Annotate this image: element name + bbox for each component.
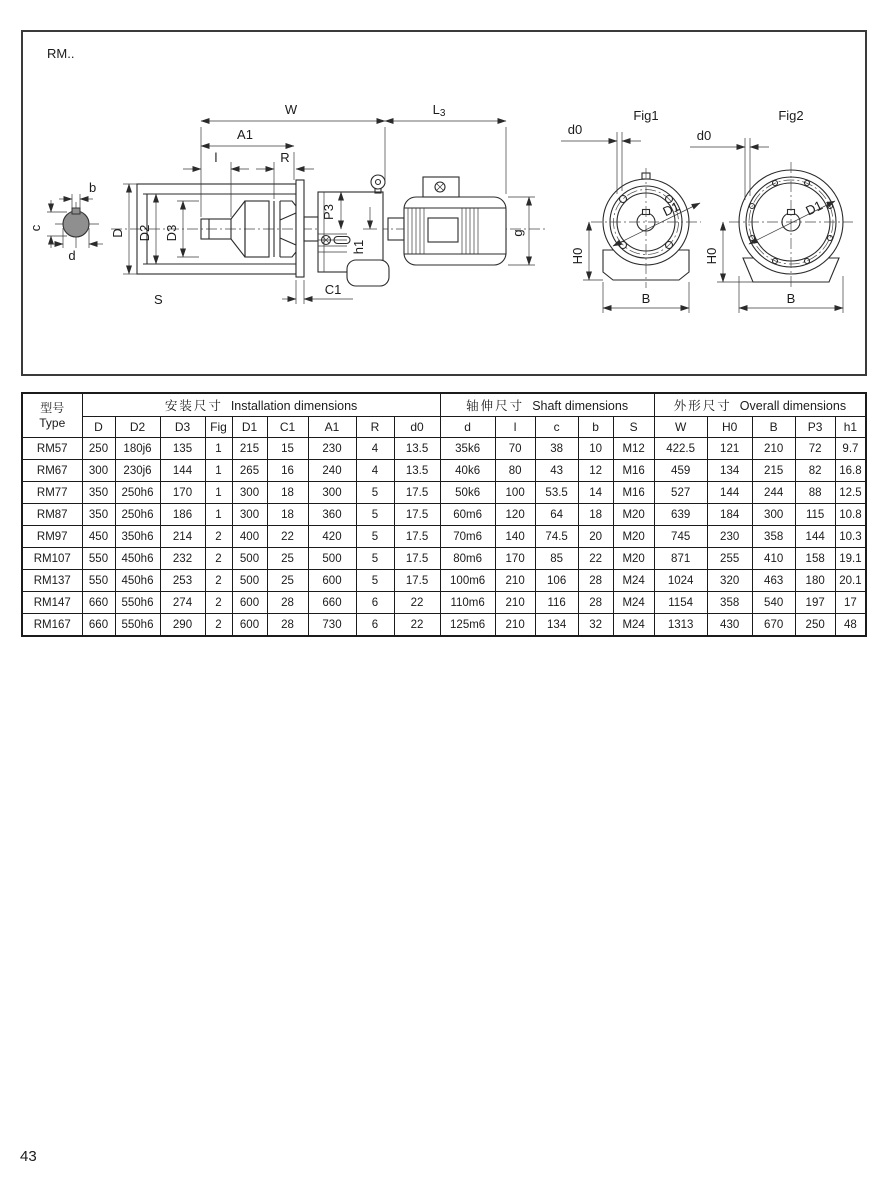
table-cell: 450h6 (115, 548, 160, 570)
table-cell: 210 (495, 592, 535, 614)
row-type: RM77 (22, 482, 82, 504)
table-cell: 250 (795, 614, 835, 637)
dimensions-table (21, 392, 867, 637)
table-cell: 17 (835, 592, 866, 614)
table-cell: 43 (535, 460, 578, 482)
table-cell: 350h6 (115, 526, 160, 548)
table-cell: 240 (308, 460, 356, 482)
table-cell: 450 (82, 526, 115, 548)
dim-label-c: c (28, 224, 43, 232)
dim-label-d3: D3 (164, 224, 179, 242)
table-head (22, 393, 866, 438)
table-cell: 300 (232, 482, 267, 504)
table-cell: 10.3 (835, 526, 866, 548)
table-cell: 110m6 (440, 592, 495, 614)
column-header-b: b (578, 417, 613, 438)
table-cell: M20 (613, 504, 654, 526)
dim-label-g: g (510, 229, 525, 237)
table-cell: 25 (267, 570, 308, 592)
table-cell: 18 (267, 482, 308, 504)
table-cell: 70m6 (440, 526, 495, 548)
table-cell: 17.5 (394, 548, 440, 570)
table-cell: 500 (232, 570, 267, 592)
table-cell: 550 (82, 570, 115, 592)
row-type: RM87 (22, 504, 82, 526)
table-cell: M24 (613, 592, 654, 614)
table-cell: 5 (356, 570, 394, 592)
table-cell: 527 (654, 482, 707, 504)
table-cell: 290 (160, 614, 205, 637)
column-header-h1: h1 (835, 417, 866, 438)
table-cell: 550 (82, 548, 115, 570)
column-header-d0: d0 (394, 417, 440, 438)
table-cell: 5 (356, 526, 394, 548)
table-cell: 500 (232, 548, 267, 570)
table-cell: 64 (535, 504, 578, 526)
table-row (22, 570, 866, 592)
table-cell: 300 (232, 504, 267, 526)
table-cell: 250h6 (115, 504, 160, 526)
column-header-d3: D3 (160, 417, 205, 438)
table-cell: 358 (707, 592, 752, 614)
table-cell: 72 (795, 438, 835, 460)
table-cell: 80 (495, 460, 535, 482)
table-cell: 244 (752, 482, 795, 504)
column-header-w: W (654, 417, 707, 438)
column-header-d1: D1 (232, 417, 267, 438)
table-cell: 115 (795, 504, 835, 526)
table-cell: 14 (578, 482, 613, 504)
table-cell: 215 (752, 460, 795, 482)
fig2-label: Fig2 (778, 108, 804, 123)
technical-drawing-frame (21, 30, 867, 376)
fig1-label: Fig1 (633, 108, 659, 123)
table-cell: 2 (205, 614, 232, 637)
table-cell: 230j6 (115, 460, 160, 482)
column-header-fig: Fig (205, 417, 232, 438)
dim-label-d: d (68, 248, 76, 263)
table-cell: 20 (578, 526, 613, 548)
table-cell: 40k6 (440, 460, 495, 482)
table-cell: 1313 (654, 614, 707, 637)
table-cell: 74.5 (535, 526, 578, 548)
table-cell: 20.1 (835, 570, 866, 592)
table-cell: 210 (495, 614, 535, 637)
table-row (22, 592, 866, 614)
column-header-d: D (82, 417, 115, 438)
table-cell: 450h6 (115, 570, 160, 592)
table-cell: 38 (535, 438, 578, 460)
table-cell: 25 (267, 548, 308, 570)
table-cell: 265 (232, 460, 267, 482)
table-cell: M12 (613, 438, 654, 460)
table-cell: 320 (707, 570, 752, 592)
table-cell: 232 (160, 548, 205, 570)
table-cell: 210 (495, 570, 535, 592)
column-header-l: l (495, 417, 535, 438)
table-cell: 28 (578, 570, 613, 592)
dim-label-l: l (214, 150, 218, 165)
table-cell: 660 (82, 592, 115, 614)
table-cell: 300 (752, 504, 795, 526)
table-cell: 5 (356, 482, 394, 504)
table-row (22, 548, 866, 570)
table-cell: 158 (795, 548, 835, 570)
table-cell: M24 (613, 570, 654, 592)
table-cell: 121 (707, 438, 752, 460)
row-type: RM57 (22, 438, 82, 460)
row-type: RM67 (22, 460, 82, 482)
table-cell: 600 (232, 592, 267, 614)
table-cell: 60m6 (440, 504, 495, 526)
table-cell: 82 (795, 460, 835, 482)
table-cell: 422.5 (654, 438, 707, 460)
row-type: RM107 (22, 548, 82, 570)
table-cell: 17.5 (394, 504, 440, 526)
table-cell: 120 (495, 504, 535, 526)
table-cell: 17.5 (394, 482, 440, 504)
table-cell: 550h6 (115, 614, 160, 637)
dim-label-s: S (154, 292, 163, 307)
table-cell: 16 (267, 460, 308, 482)
dim-label-p3: P3 (321, 204, 336, 220)
dim-label-h0-fig1: H0 (570, 247, 585, 265)
table-cell: 600 (232, 614, 267, 637)
table-cell: 53.5 (535, 482, 578, 504)
column-group-header-0: 安装尺寸 Installation dimensions (82, 393, 440, 417)
table-cell: 85 (535, 548, 578, 570)
table-cell: 35k6 (440, 438, 495, 460)
table-cell: 410 (752, 548, 795, 570)
table-cell: 106 (535, 570, 578, 592)
table-cell: 88 (795, 482, 835, 504)
table-cell: 660 (308, 592, 356, 614)
dim-label-d1-fig2: D1 (803, 197, 825, 219)
table-cell: 13.5 (394, 438, 440, 460)
table-cell: 4 (356, 460, 394, 482)
table-cell: 134 (707, 460, 752, 482)
table-cell: 5 (356, 504, 394, 526)
dim-label-a1: A1 (237, 127, 253, 142)
table-cell: 1 (205, 460, 232, 482)
table-cell: 600 (308, 570, 356, 592)
dim-label-r: R (280, 150, 290, 165)
table-cell: 1 (205, 438, 232, 460)
table-row (22, 526, 866, 548)
column-header-d: d (440, 417, 495, 438)
table-cell: 16.8 (835, 460, 866, 482)
dim-label-b-fig1: B (641, 291, 651, 306)
fig2-view (690, 108, 853, 313)
table-cell: 230 (707, 526, 752, 548)
table-cell: 80m6 (440, 548, 495, 570)
table-cell: 28 (267, 614, 308, 637)
table-cell: 12.5 (835, 482, 866, 504)
table-cell: 17.5 (394, 570, 440, 592)
table-cell: M20 (613, 548, 654, 570)
table-cell: 28 (267, 592, 308, 614)
table-cell: 4 (356, 438, 394, 460)
column-header-c1: C1 (267, 417, 308, 438)
table-row (22, 438, 866, 460)
column-header-type: 型号 Type (22, 393, 82, 438)
page-number: 43 (20, 1148, 37, 1165)
table-cell: M16 (613, 460, 654, 482)
row-type: RM147 (22, 592, 82, 614)
table-cell: 19.1 (835, 548, 866, 570)
table-cell: 180j6 (115, 438, 160, 460)
row-type: RM97 (22, 526, 82, 548)
table-cell: 22 (267, 526, 308, 548)
table-cell: 358 (752, 526, 795, 548)
table-row (22, 614, 866, 637)
table-cell: 5 (356, 548, 394, 570)
table-cell: 134 (535, 614, 578, 637)
table-cell: 459 (654, 460, 707, 482)
table-cell: 871 (654, 548, 707, 570)
table-cell: 253 (160, 570, 205, 592)
table-cell: 100m6 (440, 570, 495, 592)
table-cell: 170 (160, 482, 205, 504)
dim-label-h0-fig2: H0 (704, 247, 719, 265)
table-cell: 70 (495, 438, 535, 460)
column-header-s: S (613, 417, 654, 438)
table-cell: 28 (578, 592, 613, 614)
table-cell: 186 (160, 504, 205, 526)
column-header-b: B (752, 417, 795, 438)
table-cell: 300 (308, 482, 356, 504)
table-cell: 22 (394, 592, 440, 614)
column-header-h0: H0 (707, 417, 752, 438)
table-cell: 250 (82, 438, 115, 460)
table-cell: 274 (160, 592, 205, 614)
table-cell: 1 (205, 482, 232, 504)
dim-label-w: W (284, 102, 298, 117)
table-cell: 420 (308, 526, 356, 548)
table-cell: 2 (205, 592, 232, 614)
table-cell: 10 (578, 438, 613, 460)
table-cell: 1 (205, 504, 232, 526)
table-cell: 1024 (654, 570, 707, 592)
table-cell: 550h6 (115, 592, 160, 614)
table-cell: 639 (654, 504, 707, 526)
table-row (22, 460, 866, 482)
table-body (22, 438, 866, 637)
table-cell: 255 (707, 548, 752, 570)
table-cell: 50k6 (440, 482, 495, 504)
table-cell: 9.7 (835, 438, 866, 460)
dim-label-c1: C1 (324, 282, 342, 297)
table-cell: 15 (267, 438, 308, 460)
table-cell: 48 (835, 614, 866, 637)
dim-label-dd: D (110, 228, 125, 238)
table-cell: 144 (707, 482, 752, 504)
table-cell: 6 (356, 592, 394, 614)
table-cell: 400 (232, 526, 267, 548)
table-cell: 116 (535, 592, 578, 614)
table-cell: M20 (613, 526, 654, 548)
table-cell: 22 (578, 548, 613, 570)
table-cell: M16 (613, 482, 654, 504)
table-cell: 32 (578, 614, 613, 637)
column-header-c: c (535, 417, 578, 438)
table-cell: 230 (308, 438, 356, 460)
table-cell: 2 (205, 526, 232, 548)
table-cell: 215 (232, 438, 267, 460)
table-cell: 140 (495, 526, 535, 548)
column-group-header-2: 外形尺寸 Overall dimensions (654, 393, 866, 417)
column-header-p3: P3 (795, 417, 835, 438)
dim-label-h1: h1 (351, 239, 366, 255)
dim-label-d0-fig1: d0 (567, 122, 583, 137)
technical-drawing (23, 32, 865, 374)
dim-label-b-fig2: B (786, 291, 796, 306)
row-type: RM167 (22, 614, 82, 637)
dim-label-l3: L3 (432, 102, 446, 119)
table-cell: 250h6 (115, 482, 160, 504)
table-cell: 300 (82, 460, 115, 482)
table-cell: 360 (308, 504, 356, 526)
dim-label-d0-fig2: d0 (696, 128, 712, 143)
table-cell: 6 (356, 614, 394, 637)
table-row (22, 482, 866, 504)
table-cell: 210 (752, 438, 795, 460)
column-group-header-1: 轴伸尺寸 Shaft dimensions (440, 393, 654, 417)
table-cell: M24 (613, 614, 654, 637)
column-header-a1: A1 (308, 417, 356, 438)
column-header-d2: D2 (115, 417, 160, 438)
table-cell: 144 (160, 460, 205, 482)
table-cell: 125m6 (440, 614, 495, 637)
table-cell: 463 (752, 570, 795, 592)
dim-label-b: b (89, 180, 97, 195)
table-row (22, 504, 866, 526)
table-cell: 184 (707, 504, 752, 526)
dim-label-d1: D1 (660, 198, 682, 220)
table-cell: 135 (160, 438, 205, 460)
table-cell: 1154 (654, 592, 707, 614)
table-cell: 13.5 (394, 460, 440, 482)
dim-label-d2: D2 (137, 224, 152, 242)
table-cell: 10.8 (835, 504, 866, 526)
table-cell: 22 (394, 614, 440, 637)
table-cell: 180 (795, 570, 835, 592)
table-cell: 660 (82, 614, 115, 637)
row-type: RM137 (22, 570, 82, 592)
series-title: RM.. (47, 46, 75, 61)
table-cell: 17.5 (394, 526, 440, 548)
table-cell: 214 (160, 526, 205, 548)
table-cell: 18 (267, 504, 308, 526)
table-cell: 100 (495, 482, 535, 504)
gearmotor-side-view (110, 102, 545, 307)
table-cell: 197 (795, 592, 835, 614)
table-cell: 745 (654, 526, 707, 548)
table-cell: 350 (82, 482, 115, 504)
table-cell: 144 (795, 526, 835, 548)
table-cell: 350 (82, 504, 115, 526)
shaft-section-detail (28, 180, 103, 263)
table-cell: 730 (308, 614, 356, 637)
table-cell: 430 (707, 614, 752, 637)
fig1-view (561, 108, 701, 313)
table-cell: 12 (578, 460, 613, 482)
table-cell: 540 (752, 592, 795, 614)
table-cell: 670 (752, 614, 795, 637)
table-cell: 500 (308, 548, 356, 570)
table-cell: 170 (495, 548, 535, 570)
table-cell: 2 (205, 548, 232, 570)
table-cell: 2 (205, 570, 232, 592)
column-header-r: R (356, 417, 394, 438)
table-cell: 18 (578, 504, 613, 526)
